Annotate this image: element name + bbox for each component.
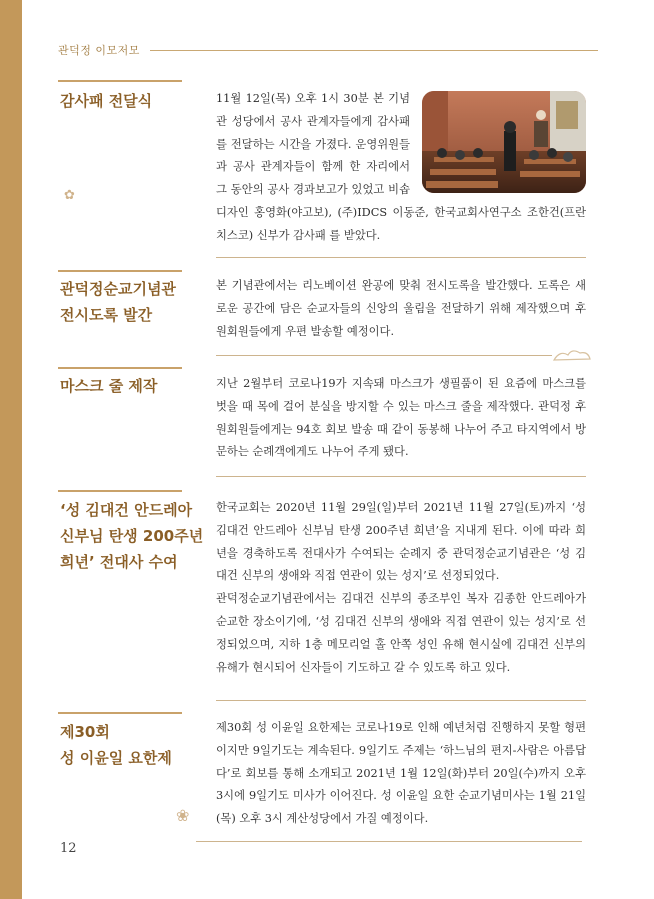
section-body	[216, 717, 586, 831]
ceremony-photo-image	[422, 91, 586, 193]
header-divider	[150, 50, 598, 51]
section-title: 관덕정순교기념관 전시도록 발간	[60, 280, 176, 324]
section-body	[216, 275, 586, 343]
section-3-topline	[58, 367, 182, 369]
cloud-ornament-icon	[552, 346, 592, 364]
flower-ornament-icon: ✿	[64, 188, 75, 203]
section-header-label: 관덕정 이모저모	[58, 44, 140, 57]
section-title: 감사패 전달식	[60, 92, 153, 110]
section-divider	[216, 257, 586, 258]
ceremony-photo	[422, 91, 586, 193]
section-5-topline	[58, 712, 182, 714]
section-body	[216, 88, 586, 248]
section-title: ‘성 김대건 안드레아 신부님 탄생 200주년 희년’ 전대사 수여	[60, 501, 204, 571]
section-divider	[216, 476, 586, 477]
section-title: 제30회 성 이윤일 요한제	[60, 723, 172, 767]
section-paragraph: 관덕정순교기념관에서는 김대건 신부의 종조부인 복자 김종한 안드레아가 순교한 장소이기에, ‘성 김대건 신부의 생애와 직접 연관이 있는 성지’로 선정되었으며, 지하 1층 메모리얼 홀 안쪽 성인 유해 현시실에 김대건 신부의 유해가 현시되어 신자들이 기도하고 갈 수 있도록 하고 있다.	[216, 592, 586, 674]
left-accent-bar	[0, 0, 22, 899]
section-body	[216, 497, 586, 679]
section-body	[216, 373, 586, 464]
section-paragraph: 11월 12일(목) 오후 1시 30분 본 기념관 성당에서 공사 관계자들에게 감사패를 전달하는 시간을 가졌다. 운영위원들과 공사 관계자들이 함께 한 자리에서 그 동안의 공사 경과보고가 있었고 비솝 디자인 홍영화(야고보), (주)IDCS 이동준, 한국교회사연구소 조한건(프란치스코) 신부가 감사패 를 받았다.	[216, 92, 586, 242]
section-4-topline	[58, 490, 182, 492]
section-divider	[216, 700, 586, 701]
section-paragraph: 한국교회는 2020년 11월 29일(일)부터 2021년 11월 27일(토)까지 ‘성 김대건 안드레아 신부님 탄생 200주년 희년’을 지내게 된다. 이에 따라 희년을 경축하도록 전대사가 수여되는 순례지 중 관덕정순교기념관은 ‘성 김대건 신부의 생애와 직접 연관이 있는 성지’로 선정되었다.	[216, 501, 586, 583]
footer-divider	[196, 841, 582, 842]
section-1-topline	[58, 80, 182, 82]
section-2-topline	[58, 270, 182, 272]
flower-ornament-icon: ❀	[176, 806, 190, 825]
section-paragraph: 지난 2월부터 코로나19가 지속돼 마스크가 생필품이 된 요즘에 마스크를 벗을 때 목에 걸어 분실을 방지할 수 있는 마스크 줄을 제작했다. 관덕정 후원회원들에게는 94호 회보 발송 때 같이 동봉해 나누어 주고 타지역에서 방문하는 순례객에게도 나누어 주게 됐다.	[216, 377, 586, 459]
section-paragraph: 본 기념관에서는 리노베이션 완공에 맞춰 전시도록을 발간했다. 도록은 새로운 공간에 담은 순교자들의 신앙의 울림을 전달하기 위해 제작했으며 후원회원들에게 우편 발송할 예정이다.	[216, 279, 586, 338]
section-divider	[216, 355, 552, 356]
page-number: 12	[60, 841, 77, 856]
section-paragraph: 제30회 성 이윤일 요한제는 코로나19로 인해 예년처럼 진행하지 못할 형편이지만 9일기도는 계속된다. 9일기도 주제는 ‘하느님의 편지-사람은 아름답다’로 회보를 통해 소개되고 2021년 1월 12일(화)부터 20일(수)까지 오후 3시에 9일기도 미사가 이어진다. 성 이윤일 요한 순교기념미사는 1월 21일(목) 오후 3시 계산성당에서 가질 예정이다.	[216, 721, 586, 826]
section-title: 마스크 줄 제작	[60, 377, 158, 395]
